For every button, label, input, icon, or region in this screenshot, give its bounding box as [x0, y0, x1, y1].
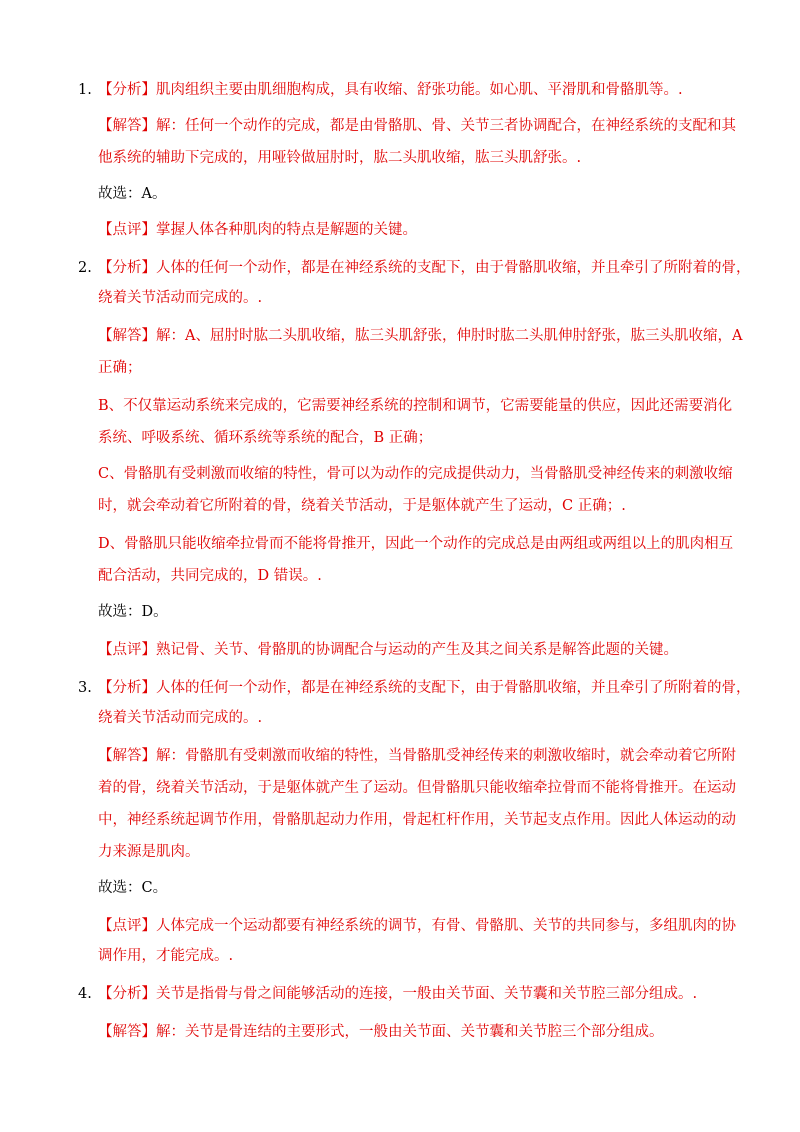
comment-text: 掌握人体各种肌肉的特点是解题的关键。	[156, 222, 417, 238]
answer-text: 解：A、屈肘时肱二头肌收缩，肱三头肌舒张，伸肘时肱二头肌伸肘舒张，肱三头肌收缩，A	[156, 328, 743, 344]
analysis-line	[98, 80, 683, 100]
option-c-text: 时，就会牵动着它所附着的骨，绕着关节活动，于是躯体就产生了运动，C 正确；.	[98, 498, 626, 514]
answer-line	[98, 326, 742, 346]
analysis-text: 人体的任何一个动作，都是在神经系统的支配下，由于骨骼肌收缩，并且牵引了所附着的骨，	[156, 260, 751, 276]
analysis-text: 绕着关节活动而完成的。.	[98, 710, 263, 726]
item-number: 4.	[78, 986, 92, 1002]
answer-tag: 【解答】	[98, 748, 156, 764]
answer-text: 解：关节是骨连结的主要形式，一般由关节面、关节囊和关节腔三个部分组成。	[156, 1024, 664, 1040]
item-number: 2.	[78, 260, 92, 276]
option-b-text: B、不仅靠运动系统来完成的，它需要神经系统的控制和调节，它需要能量的供应，因此还需要消化	[98, 398, 733, 414]
analysis-text: 绕着关节活动而完成的。.	[98, 290, 263, 306]
choice-text: 故选：D。	[98, 604, 168, 620]
comment-tag: 【点评】	[98, 918, 156, 934]
answer-text: 他系统的辅助下完成的，用哑铃做屈肘时，肱二头肌收缩，肱三头肌舒张。.	[98, 150, 582, 166]
comment-line	[98, 916, 736, 936]
analysis-tag: 【分析】	[98, 986, 156, 1002]
comment-tag: 【点评】	[98, 222, 156, 238]
comment-text: 熟记骨、关节、骨骼肌的协调配合与运动的产生及其之间关系是解答此题的关键。	[156, 642, 678, 658]
comment-line	[98, 220, 417, 240]
analysis-text: 肌肉组织主要由肌细胞构成，具有收缩、舒张功能。如心肌、平滑肌和骨骼肌等。.	[156, 82, 683, 98]
answer-text: 正确；	[98, 360, 142, 376]
answer-text: 解：任何一个动作的完成，都是由骨骼肌、骨、关节三者协调配合，在神经系统的支配和其	[156, 118, 736, 134]
choice-text: 故选：C。	[98, 880, 168, 896]
answer-text: 力来源是肌肉。	[98, 844, 200, 860]
answer-line	[98, 1022, 664, 1042]
answer-line	[98, 116, 736, 136]
answer-tag: 【解答】	[98, 118, 156, 134]
answer-text: 中，神经系统起调节作用，骨骼肌起动力作用，骨起杠杆作用，关节起支点作用。因此人体运动的动	[98, 812, 736, 828]
comment-text: 人体完成一个运动都要有神经系统的调节，有骨、骨骼肌、关节的共同参与，多组肌肉的协	[156, 918, 736, 934]
option-d-text: 配合活动，共同完成的，D 错误。.	[98, 568, 322, 584]
analysis-line	[98, 984, 697, 1004]
option-c-text: C、骨骼肌有受刺激而收缩的特性，骨可以为动作的完成提供动力，当骨骼肌受神经传来的刺激收缩	[98, 466, 733, 482]
answer-text: 解：骨骼肌有受刺激而收缩的特性，当骨骼肌受神经传来的刺激收缩时，就会牵动着它所附	[156, 748, 736, 764]
analysis-tag: 【分析】	[98, 82, 156, 98]
option-b-text: 系统、呼吸系统、循环系统等系统的配合，B 正确；	[98, 430, 433, 446]
analysis-tag: 【分析】	[98, 680, 156, 696]
answer-tag: 【解答】	[98, 1024, 156, 1040]
answer-text: 着的骨，绕着关节活动，于是躯体就产生了运动。但骨骼肌只能收缩牵拉骨而不能将骨推开。在运动	[98, 780, 736, 796]
choice-text: 故选：A。	[98, 186, 167, 202]
comment-tag: 【点评】	[98, 642, 156, 658]
analysis-line	[98, 258, 751, 278]
analysis-tag: 【分析】	[98, 260, 156, 276]
answer-tag: 【解答】	[98, 328, 156, 344]
comment-text: 调作用，才能完成。.	[98, 948, 234, 964]
analysis-line	[98, 678, 751, 698]
comment-line	[98, 640, 678, 660]
item-number: 1.	[78, 82, 92, 98]
item-number: 3.	[78, 680, 92, 696]
option-d-text: D、骨骼肌只能收缩牵拉骨而不能将骨推开，因此一个动作的完成总是由两组或两组以上的肌肉相互	[98, 536, 734, 552]
answer-line	[98, 746, 736, 766]
analysis-text: 人体的任何一个动作，都是在神经系统的支配下，由于骨骼肌收缩，并且牵引了所附着的骨，	[156, 680, 751, 696]
analysis-text: 关节是指骨与骨之间能够活动的连接，一般由关节面、关节囊和关节腔三部分组成。.	[156, 986, 698, 1002]
